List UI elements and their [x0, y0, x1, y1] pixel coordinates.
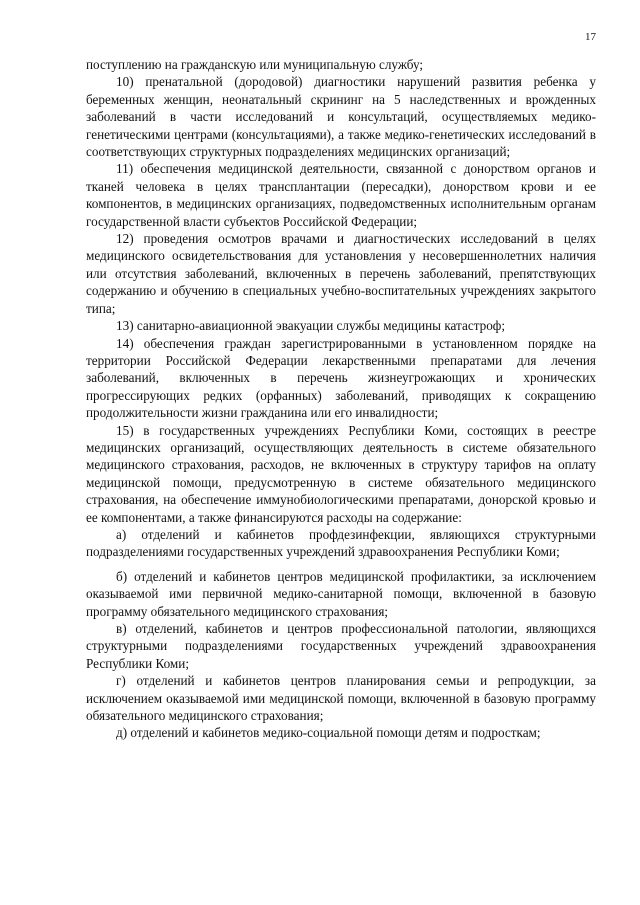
paragraph-subitem-b: б) отделений и кабинетов центров медицинской профилактики, за исключением оказываемой ими первичной медико-санитарной помощи, включенной в базовую программу обязательного медицинского страхования;	[86, 568, 596, 619]
paragraph-item-13: 13) санитарно-авиационной эвакуации службы медицины катастроф;	[116, 318, 506, 334]
page-number: 17	[585, 31, 596, 43]
paragraph-item-12: 12) проведения осмотров врачами и диагностических исследований в целях медицинского освидетельствования для установления у несовершеннолетних наличия или отсутствия заболеваний, включенных в перечень заболеваний, препятствующих содержанию и обучению в специальных учебно-воспитательных учреждениях закрытого типа;	[86, 231, 596, 316]
paragraph-subitem-d: д) отделений и кабинетов медико-социальной помощи детям и подросткам;	[116, 725, 541, 741]
paragraph-subitem-v: в) отделений, кабинетов и центров профессиональной патологии, являющихся структурными подразделениями государственных учреждений здравоохранения Республики Коми;	[86, 621, 596, 671]
paragraph-subitem-g: г) отделений и кабинетов центров планирования семьи и репродукции, за исключением оказываемой ими медицинской помощи, включенной в базовую программу обязательного медицинского страхования;	[86, 673, 596, 724]
paragraph-item-15: 15) в государственных учреждениях Республики Коми, состоящих в реестре медицинских организаций, осуществляющих деятельность в системе обязательного медицинского страхования, расходов, не включенных в структуру тарифов на оплату медицинской помощи, предусмотренную в системе обязательного медицинского страхования, на обеспечение иммунобиологическими препаратами, донорской кровью и ее компонентами, а также финансируются расходы на содержание:	[86, 422, 596, 525]
paragraph-item-11: 11) обеспечения медицинской деятельности, связанной с донорством органов и тканей человека в целях трансплантации (пересадки), донорством крови и ее компонентов, в медицинских организациях, подведомственных исполнительным органам государственной власти субъектов Российской Федерации;	[86, 161, 596, 229]
paragraph-subitem-a: а) отделений и кабинетов профдезинфекции, являющихся структурными подразделениями государственных учреждений здравоохранения Республики Коми;	[86, 526, 596, 560]
document-body	[86, 56, 596, 742]
paragraph-item-10: 10) пренатальной (дородовой) диагностики нарушений развития ребенка у беременных женщин, неонатальный скрининг на 5 наследственных и врожденных заболеваний в части исследований и консультаций, осуществляемых медико-генетическими центрами (консультациями), а также медико-генетических исследований в соответствующих структурных подразделениях медицинских организаций;	[86, 74, 596, 160]
paragraph-item-14: 14) обеспечения граждан зарегистрированными в установленном порядке на территории Российской Федерации лекарственными препаратами для лечения заболеваний, включенных в перечень жизнеугрожающих и хронических прогрессирующих редких (орфанных) заболеваний, приводящих к сокращению продолжительности жизни гражданина или его инвалидности;	[86, 335, 596, 421]
paragraph-continuation: поступлению на гражданскую или муниципальную службу;	[86, 57, 424, 72]
